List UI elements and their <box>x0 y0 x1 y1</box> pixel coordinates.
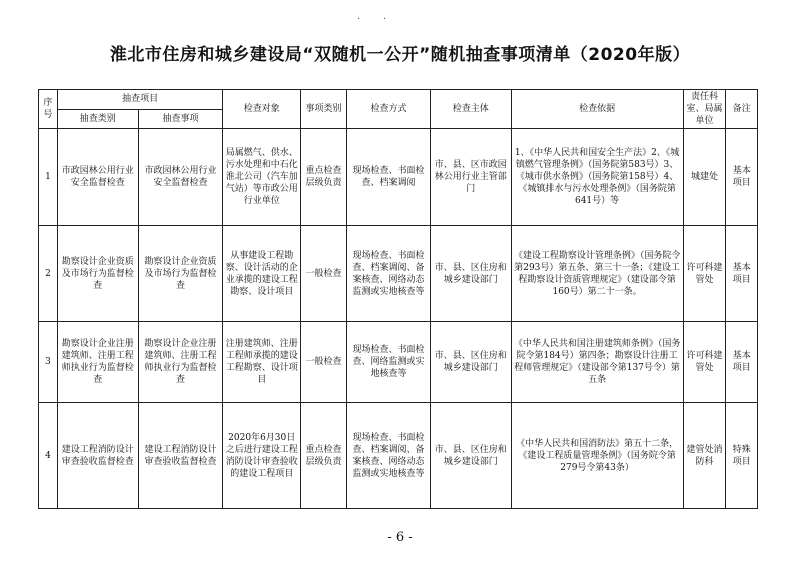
cell-target: 2020年6月30日之后进行建设工程消防设计审查验收的建设工程项目 <box>223 403 301 509</box>
cell-unit: 城建处 <box>683 129 726 226</box>
header-matter-category: 事项类别 <box>301 90 347 129</box>
cell-basis: 《中华人民共和国注册建筑师条例》（国务院令第184号）第四条；勘察设计注册工程师管理规定》（建设部令第137号令）第五条 <box>511 322 683 403</box>
cell-seq: 1 <box>39 129 58 226</box>
cell-remark: 基本项目 <box>726 129 758 226</box>
page-title: 淮北市住房和城乡建设局“双随机一公开”随机抽查事项清单（2020年版） <box>109 45 691 65</box>
cell-remark: 基本项目 <box>726 226 758 322</box>
cell-seq: 2 <box>39 226 58 322</box>
header-remark: 备注 <box>726 90 758 129</box>
cell-category: 市政园林公用行业安全监督检查 <box>57 129 138 226</box>
cell-category: 建设工程消防设计审查验收监督检查 <box>57 403 138 509</box>
header-unit: 责任科室、局属单位 <box>683 90 726 129</box>
cell-method: 现场检查、书面检查、网络监测或实地核查等 <box>347 322 431 403</box>
scan-speck: · <box>357 14 361 25</box>
header-basis: 检查依据 <box>511 90 683 129</box>
header-check-item: 抽查项目 <box>57 90 223 110</box>
cell-category: 勘察设计企业注册建筑师、注册工程师执业行为监督检查 <box>57 322 138 403</box>
cell-remark: 特殊项目 <box>726 403 758 509</box>
header-seq: 序号 <box>39 90 58 129</box>
header-subject: 检查主体 <box>430 90 511 129</box>
table-row <box>39 322 758 403</box>
cell-matter: 市政园林公用行业安全监督检查 <box>138 129 223 226</box>
cell-unit: 许可科建管处 <box>683 226 726 322</box>
cell-subject: 市、县、区住房和城乡建设部门 <box>430 226 511 322</box>
cell-type: 一般检查 <box>301 226 347 322</box>
header-method: 检查方式 <box>347 90 431 129</box>
header-target: 检查对象 <box>223 90 301 129</box>
scan-speck: · <box>383 14 387 25</box>
table-row <box>39 226 758 322</box>
cell-category: 勘察设计企业资质及市场行为监督检查 <box>57 226 138 322</box>
cell-seq: 4 <box>39 403 58 509</box>
cell-basis: 《中华人民共和国消防法》第五十二条，《建设工程质量管理条例》（国务院令第279号令第43条） <box>511 403 683 509</box>
header-check-matter: 抽查事项 <box>138 109 223 129</box>
cell-type: 重点检查层级负责 <box>301 403 347 509</box>
cell-target: 从事建设工程勘察、设计活动的企业承揽的建设工程勘察、设计项目 <box>223 226 301 322</box>
cell-remark: 基本项目 <box>726 322 758 403</box>
cell-basis: 1、《中华人民共和国安全生产法》2、《城镇燃气管理条例》（国务院第583号）3、《城市供水条例》（国务院第158号）4、《城镇排水与污水处理条例》（国务院第641号）等 <box>511 129 683 226</box>
page-number: - 6 - <box>387 530 413 545</box>
cell-method: 现场检查、书面检查、档案调阅、备案核查、网络动态监测或实地核查等 <box>347 403 431 509</box>
cell-method: 现场检查、书面检查、档案调阅、备案核查、网络动态监测或实地核查等 <box>347 226 431 322</box>
cell-target: 注册建筑师、注册工程师承揽的建设工程勘察、设计项目 <box>223 322 301 403</box>
table-row <box>39 403 758 509</box>
cell-subject: 市、县、区住房和城乡建设部门 <box>430 403 511 509</box>
cell-unit: 建管处消防科 <box>683 403 726 509</box>
cell-type: 重点检查层级负责 <box>301 129 347 226</box>
cell-basis: 《建设工程勘察设计管理条例》（国务院令第293号）第五条、第三十一条；《建设工程勘察设计资质管理规定》（建设部令第160号）第二十一条。 <box>511 226 683 322</box>
cell-method: 现场检查、书面检查、档案调阅 <box>347 129 431 226</box>
cell-matter: 勘察设计企业注册建筑师、注册工程师执业行为监督检查 <box>138 322 223 403</box>
cell-seq: 3 <box>39 322 58 403</box>
cell-subject: 市、县、区住房和城乡建设部门 <box>430 322 511 403</box>
cell-matter: 勘察设计企业资质及市场行为监督检查 <box>138 226 223 322</box>
cell-subject: 市、县、区市政园林公用行业主管部门 <box>430 129 511 226</box>
cell-matter: 建设工程消防设计审查验收监督检查 <box>138 403 223 509</box>
cell-type: 一般检查 <box>301 322 347 403</box>
inspection-table <box>38 89 758 509</box>
table-row <box>39 129 758 226</box>
header-row <box>39 90 758 110</box>
cell-unit: 许可科建管处 <box>683 322 726 403</box>
cell-target: 局属燃气、供水、污水处理和中石化淮北公司（汽车加气站）等市政公用行业单位 <box>223 129 301 226</box>
header-check-category: 抽查类别 <box>57 109 138 129</box>
